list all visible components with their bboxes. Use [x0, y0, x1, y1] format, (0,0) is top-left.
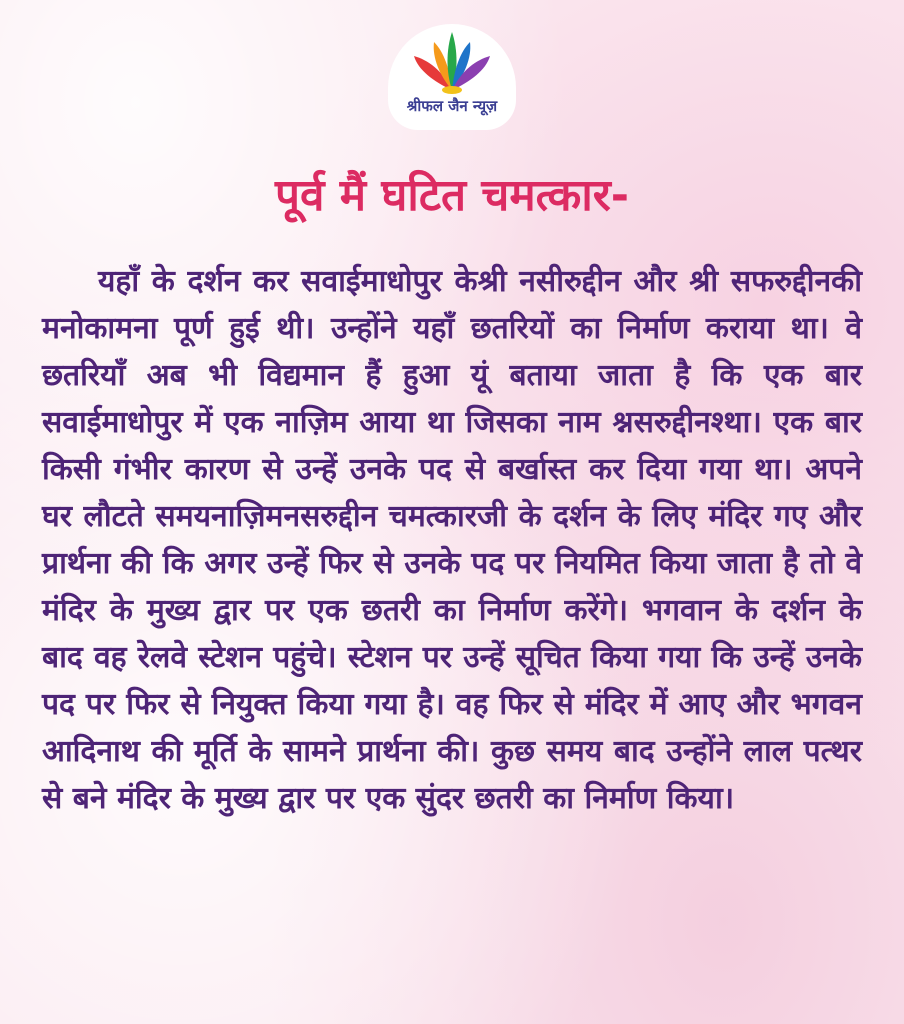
page-title: पूर्व मैं घटित चमत्कार- [275, 170, 629, 221]
article-paragraph: यहाँ के दर्शन कर सवाईमाधोपुर केश्री नसीरुद्दीन और श्री सफरुद्दीनकी मनोकामना पूर्ण हुई थी। उन्होंने यहाँ छतरियों का निर्माण कराया था। वे छतरियाँ अब भी विद्यमान हैं हुआ यूं बताया जाता है कि एक बार सवाईमाधोपुर में एक नाज़िम आया था जिसका नाम श्नसरुद्दीनश्था। एक बार किसी गंभीर कारण से उन्हें उनके पद से बर्खास्त कर दिया गया था। अपने घर लौटते समयनाज़िमनसरुद्दीन चमत्कारजी के दर्शन के लिए मंदिर गए और प्रार्थना की कि अगर उन्हें फिर से उनके पद पर नियमित किया जाता है तो वे मंदिर के मुख्य द्वार पर एक छतरी का निर्माण करेंगे। भगवान के दर्शन के बाद वह रेलवे स्टेशन पहुंचे। स्टेशन पर उन्हें सूचित किया गया कि उन्हें उनके पद पर फिर से नियुक्त किया गया है। वह फिर से मंदिर में आए और भगवन आदिनाथ की मूर्ति के सामने प्रार्थना की। कुछ समय बाद उन्होंने लाल पत्थर से बने मंदिर के मुख्य द्वार पर एक सुंदर छतरी का निर्माण किया। [42, 264, 862, 816]
lotus-icon [412, 30, 492, 96]
logo-text: श्रीफल जैन न्यूज़ [406, 97, 498, 115]
lotus-base [442, 86, 462, 94]
logo [388, 24, 516, 130]
